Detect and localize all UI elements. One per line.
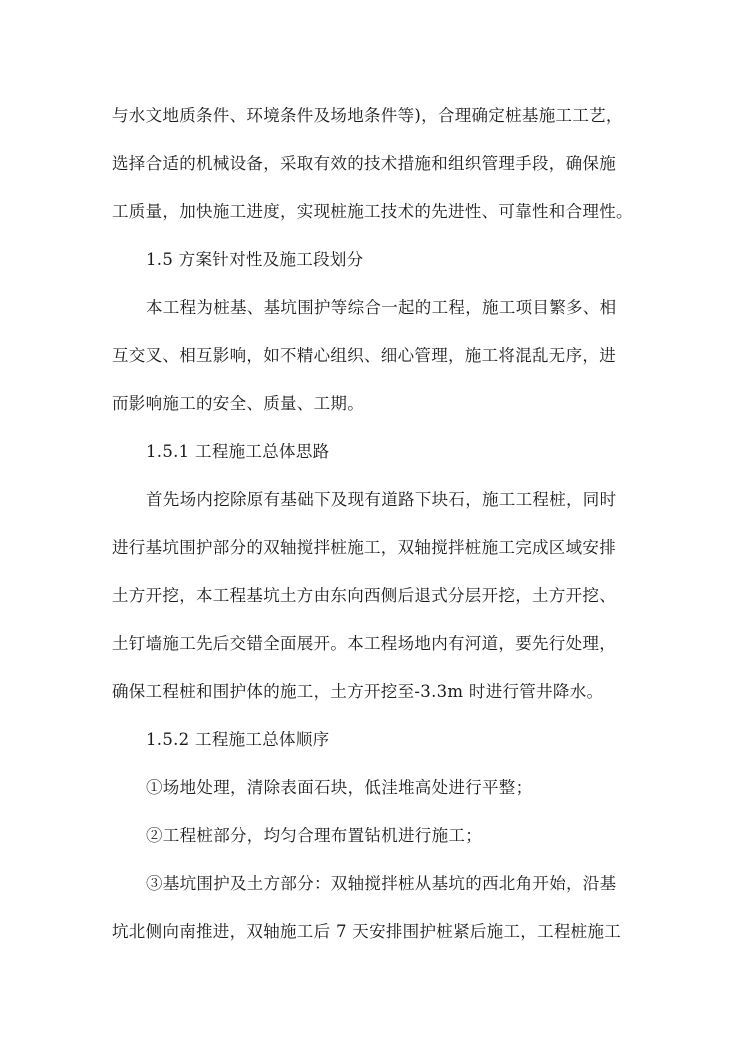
- section-heading-1-5: 1.5 方案针对性及施工段划分: [146, 250, 364, 269]
- paragraph-line: 确保工程桩和围护体的施工，土方开挖至-3.3m 时进行管井降水。: [112, 682, 604, 701]
- paragraph-line: 坑北侧向南推进，双轴施工后 7 天安排围护桩紧后施工，工程桩施工: [112, 922, 622, 941]
- paragraph-line: 选择合适的机械设备，采取有效的技术措施和组织管理手段，确保施: [112, 154, 616, 173]
- paragraph-line: 互交叉、相互影响，如不精心组织、细心管理，施工将混乱无序，进: [112, 346, 616, 365]
- list-item: ①场地处理，清除表面石块，低洼堆高处进行平整；: [146, 778, 533, 797]
- paragraph-line: 本工程为桩基、基坑围护等综合一起的工程，施工项目繁多、相: [146, 298, 617, 317]
- paragraph-line: 土钉墙施工先后交错全面展开。本工程场地内有河道，要先行处理，: [112, 634, 616, 653]
- paragraph-line: 与水文地质条件、环境条件及场地条件等)，合理确定桩基施工工艺，: [112, 106, 623, 125]
- paragraph-line: 首先场内挖除原有基础下及现有道路下块石，施工工程桩，同时: [146, 490, 617, 509]
- paragraph-line: 而影响施工的安全、质量、工期。: [112, 394, 364, 413]
- list-item: ③基坑围护及土方部分：双轴搅拌桩从基坑的西北角开始，沿基: [146, 874, 617, 893]
- section-heading-1-5-2: 1.5.2 工程施工总体顺序: [146, 730, 330, 749]
- paragraph-line: 进行基坑围护部分的双轴搅拌桩施工，双轴搅拌桩施工完成区域安排: [112, 538, 616, 557]
- section-heading-1-5-1: 1.5.1 工程施工总体思路: [146, 442, 330, 461]
- list-item: ②工程桩部分，均匀合理布置钻机进行施工；: [146, 826, 482, 845]
- paragraph-line: 土方开挖，本工程基坑土方由东向西侧后退式分层开挖，土方开挖、: [112, 586, 616, 605]
- paragraph-line: 工质量，加快施工进度，实现桩施工技术的先进性、可靠性和合理性。: [112, 202, 633, 221]
